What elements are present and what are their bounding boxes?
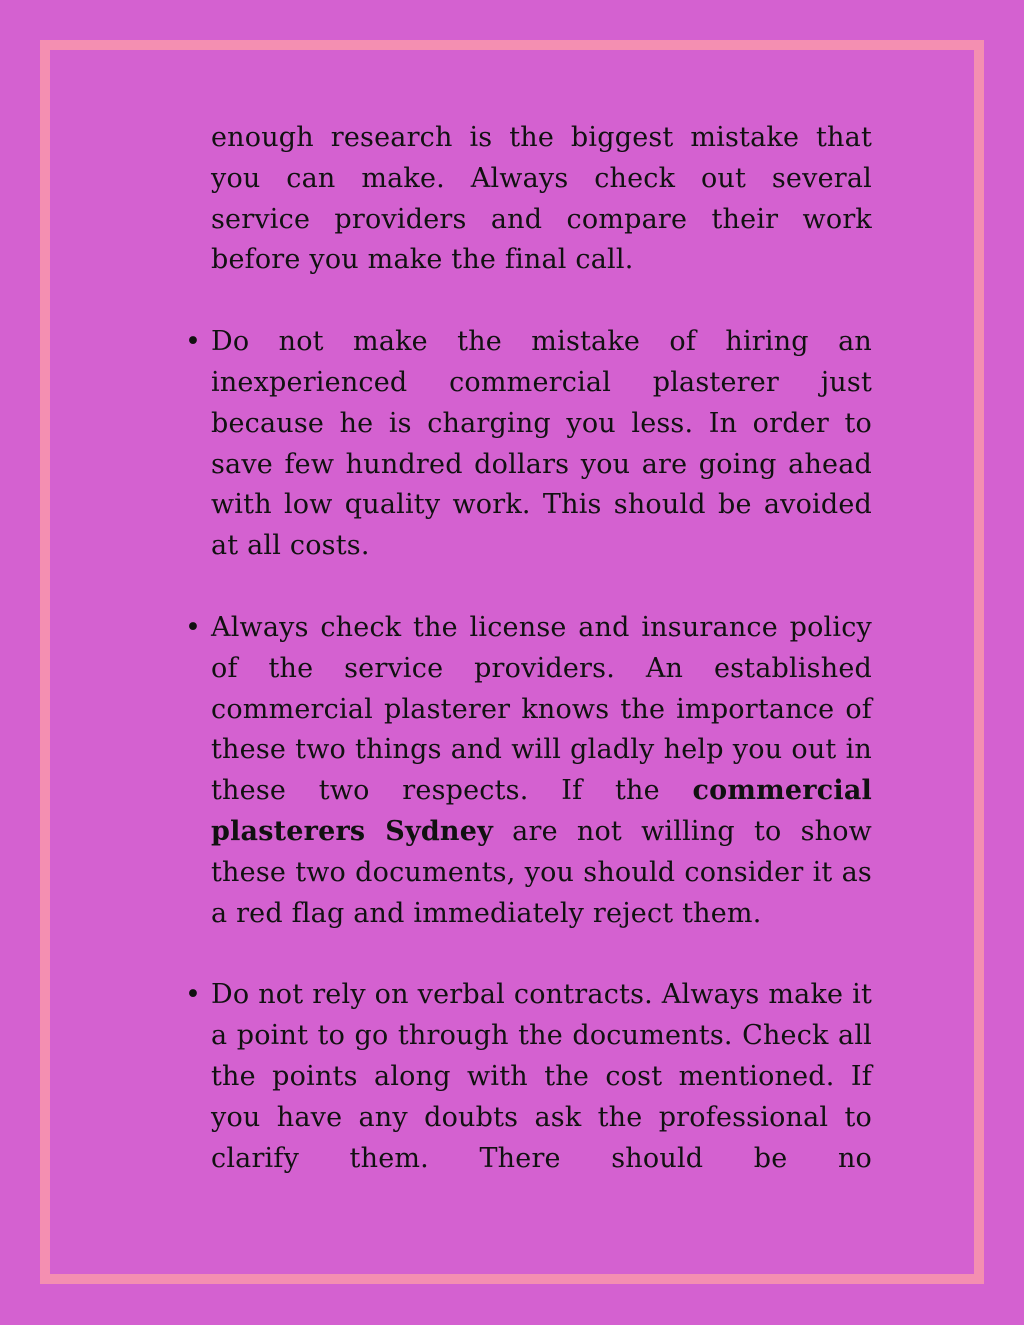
bullet-item-text: Do not rely on verbal contracts. Always make it a point to go through the documents. Check all the points along with the cost mentioned. If you have any doubts ask the professional to clarify them. There should be no (211, 979, 872, 1174)
paragraph-continuation (211, 118, 872, 281)
paragraph-text: enough research is the biggest mistake that you can make. Always check out several service providers and compare their work before you make the final call. (211, 122, 872, 276)
bullet-dot-icon: • (185, 611, 202, 643)
bullet-item-experience (185, 322, 872, 567)
bold-keyword-link: commercial plasterers Sydney (211, 775, 872, 847)
bullet-item-text-before: Always check the license and insurance policy of the service providers. An established commercial plasterer knows the importance of these two things and will gladly help you out in these two respects. If the (211, 611, 872, 807)
bullet-item-contracts (185, 975, 872, 1179)
bullet-item-text: Do not make the mistake of hiring an inexperienced commercial plasterer just because he is charging you less. In order to save few hundred dollars you are going ahead with low quality work. This should be avoided at all costs. (211, 326, 872, 562)
bullet-item-license (185, 608, 872, 934)
bullet-item-text-after: are not willing to show these two documents, you should consider it as a red flag and immediately reject them. (211, 815, 872, 929)
document-body (185, 118, 872, 1179)
bullet-dot-icon: • (185, 979, 202, 1011)
bullet-dot-icon: • (185, 326, 202, 358)
